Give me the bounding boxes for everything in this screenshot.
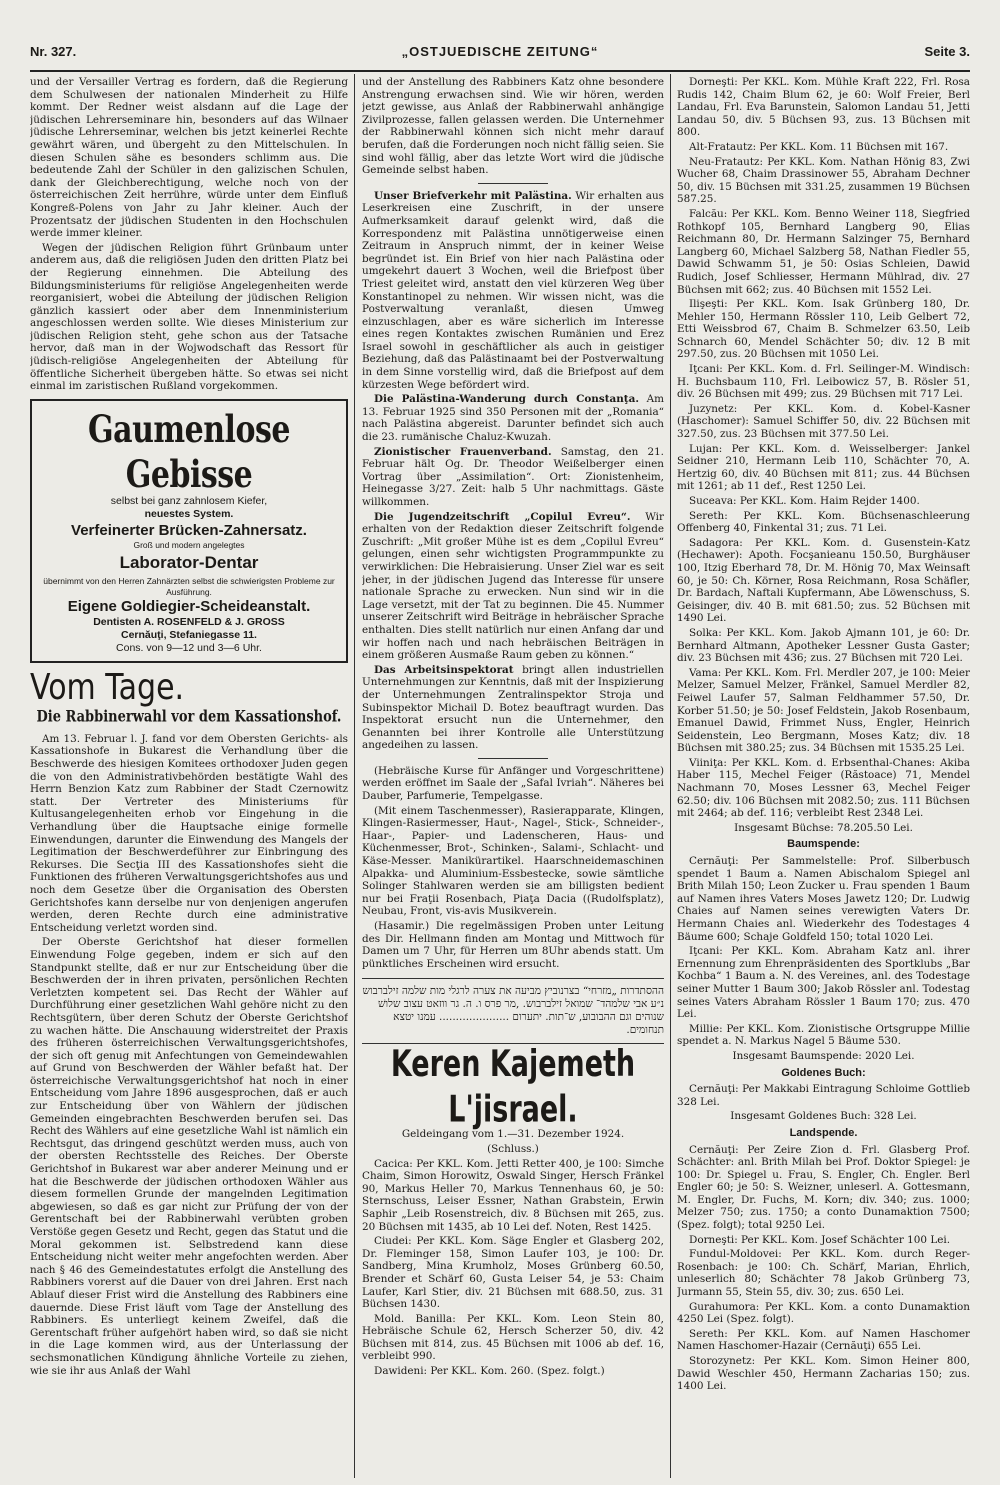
paragraph: Der Oberste Gerichtshof hat dieser formellen Einwendung Folge gegeben, indem er sich auf den Standpunkt stellte, daß er nur zur Entscheidung über die Beschwerden der in ihren privaten, persönlichen Rechten Verletzten kompetent sei. Das Recht der Wähler auf Durchführung einer gesetzlichen Wahl gehöre nicht zu den Rechtsgütern, über deren Schutz der Oberste Gerichtshof zu wachen hätte. Die Anschauung widerstreitet der Praxis des früheren österreichischen Verwaltungsgerichtshofes, der sich oft genug mit Anfechtungen von Gemeindewahlen auf Grund von Beschwerden der Wähler befaßt hat. Der österreichische Verwaltungsgerichtshof hat noch in einer Entscheidung vom Jahre 1896 ausgesprochen, daß er auch zur Entscheidung über von Wählern der jüdischen Gemeinden eingebrachten Beschwerden berufen sei. Das Recht des Wählers auf eine gesetzliche Wahl ist nämlich ein Rechtsgut, das dringend geschützt werden muss, auch von der obersten Rechtsstelle des Reiches. Der Oberste Gerichtshof in Bukarest war aber anderer Meinung und er hat die Beschwerde der jüdischen orthodoxen Wähler aus diesem formellen Grunde der mangelnden Legitimation abgewiesen, so daß es gar nicht zur Prüfung der von der Gerentschaft bei der Rabbinerwahl verübten groben Verstöße gegen Gesetz und Recht, gegen das Statut und die Moral gekommen ist. Selbstredend kann diese Entscheidung nicht weiter mehr angefochten werden. Aber nach § 46 des Gemeindestatutes erfolgt die Anstellung des Rabbiners vorerst auf die Dauer von drei Jahren. Erst nach Ablauf dieser Frist wird die Anstellung des Rabbiners eine dauernde. Diese Frist läuft vom Tage der Anstellung des Rabbiners. Es unterliegt keinem Zweifel, daß die Gerentschaft früher aufgehört haben wird, so daß sie nicht in die Lage kommen wird, aus der Unterlassung der sechsmonatlichen Kündigung ähnliche Vorteile zu ziehen, wie sie ihr aus Anlaß der Wahl [30,936,348,1377]
issue-number: Nr. 327. [30,44,77,59]
paragraph: und der Anstellung des Rabbiners Katz ohne besondere Anstrengung erwachsen sind. Wie wir hören, werden jetzt gewisse, aus Anlaß der Rabbinerwahl anhängige Zivilprozesse, fallen gelassen werden. Die Unternehmer der Rabbinerwahl können sich nicht mehr darauf berufen, daß die Forderungen noch nicht fällig seien. Sie sind wohl fällig, aber das letzte Wort wird die jüdische Gemeinde selbst haben. [362,76,664,177]
paragraph: Wir erhalten von der Redaktion dieser Zeitschrift folgende Zuschrift: „Mit großer Mühe ist es dem „Copilul Evreu“ gelungen, einen sehr wichtigsten Programmpunkte zu verwirklichen: Die Hebraisierung. Unser Ziel war es seit jeher, in der jüdischen Jugend das Interesse für unsere nationale Sprache zu erwecken. Nun sind wir in die Lage versetzt, mit der Tat zu beginnen. Die 45. Nummer unserer Zeitschrift wird Beiträge in hebräischer Sprache enthalten. Dies stellt natürlich nur einen Anfang dar und wir hoffen nach und nach hebräischen Beiträgen in einem größeren Ausmaße Raum geben zu können.“ [362,510,664,662]
donation-entry: Cernăuţi: Per Makkabi Eintragung Schloime Gottlieb 328 Lei. [677,1083,970,1108]
donation-entry: Suceava: Per KKL. Kom. Haim Rejder 1400. [689,495,920,507]
donation-entry: Viiniţa: Per KKL. Kom. d. Erbsenthal-Chanes: Akiba Haber 115, Mechel Feiger (Răstoace) 71, Mendel Nachmann 70, Moses Lessner 63, Mechel Feiger 62.50; div. 106 Büchsen mit 2082.50; zus. 111 Büchsen mit 2464; ab def. 116; verbleibt Rest 2348 Lei. [677,756,970,820]
donation-entry: Sereth: Per KKL. Kom. auf Namen Haschomer Namen Haschomer-Hazair (Cernăuţi) 655 Lei. [677,1327,970,1353]
item-heading: Die Jugendzeitschrift „Copilul Evreu“. [374,510,631,523]
paragraph: bringt allen industriellen Unternehmungen zur Kenntnis, daß mit der Inspizierung der Unternehmungen Zentralinspektor Stroja und Subinspektor Michail D. Botez beauftragt wurden. Das Inspektorat ersucht nun die Unternehmer, den Genannten bei ihrer Kontrolle alle Unterstützung angedeihen zu lassen. [362,663,664,752]
receipt-subtitle: (Schluss.) [487,1142,539,1155]
donation-entry: Falcău: Per KKL. Kom. Benno Weiner 118, Siegfried Rothkopf 105, Bernhard Langberg 90, Elias Reichmann 80, Dr. Hermann Salzinger 75, Bernhard Langberg 60, Michael Salzberg 58, Nathan Fiedler 55, Dawid Schwamm 51, je 50: Osias Schleien, Dawid Rudich, Josef Schliesser, Hermann Mühlrad, div. 27 Büchsen mit 662; zus. 40 Büchsen mit 1552 Lei. [677,207,970,296]
ad-text: Cernăuţi, Stefaniegasse 11. [121,629,257,642]
donation-entry: Ciudei: Per KKL. Kom. Säge Engler et Glasberg 202, Dr. Fleminger 158, Simon Laufer 103, je 100: Dr. Sandberg, Mina Krumholz, Moses Grünberg 60.50, Brender et Schärf 60, Gusta Leiser 54, je 53: Chaim Laufer, Karl Stier, div. 21 Büchsen mit 688.50, zus. 31 Büchsen 1430. [362,1235,664,1311]
ad-text: übernimmt von den Herren Zahnärzten selbst die schwierigsten Probleme zur Ausführung. [43,576,335,597]
donation-entry: Storozynetz: Per KKL. Kom. Simon Heiner 800, Dawid Weschler 450, Hermann Zacharias 150; zus. 1400 Lei. [677,1355,970,1393]
donation-entry: Lujan: Per KKL. Kom. d. Weisselberger: Jankel Seidner 210, Hermann Leib 110, Schächter 70, A. Hertzig 60, div. 40 Büchsen mit 811; zus. 44 Büchsen mit 1261; ab 11 def., Rest 1250 Lei. [677,442,970,493]
total-line: Insgesamt Baumspende: 2020 Lei. [732,1049,915,1062]
column-divider [670,74,671,1478]
section-heading: Goldenes Buch: [781,1066,866,1079]
ad-text: Laborator-Dentar [119,553,259,573]
donation-entry: Solka: Per KKL. Kom. Jakob Ajmann 101, je 60: Dr. Bernhard Altmann, Apotheker Lessner Gusta Gaster; div. 23 Büchsen mit 436; zus. 27 Büchsen mit 720 Lei. [677,626,970,665]
donation-entry: Dawideni: Per KKL. Kom. 260. (Spez. folgt.) [374,1365,605,1378]
paragraph: Am 13. Februar l. J. fand vor dem Obersten Gerichts- als Kassationshofe in Bukarest die Verhandlung über die Beschwerde des hiesigen Komitees orthodoxer Juden gegen die von den Administrativbehörden bestätigte Wahl des Herrn Benzion Katz zum Rabbiner der Stadt Czernowitz statt. Der Vertreter des Ministeriums für Kultusangelegenheiten erhob vor Eingehung in die Verhandlung über die Hauptsache einige formelle Einwendungen, darunter die Einwendung des Mangels der Legitimation der Beschwerdeführer zur Einbringung des Rekurses. Die Secţia III des Kassationshofes sieht die Funktionen des früheren Verwaltungsgerichtshofes aus und noch dem Gesetze über die Organisation des Obersten Gerichtshofes kann derselbe nur von denjenigen angerufen werden, deren Rechte durch eine administrative Entscheidung verletzt worden sind. [30,732,348,934]
column-3 [677,76,970,1478]
page-header [30,44,970,68]
classified-ad: (Hebräische Kurse für Anfänger und Vorgeschrittene) werden eröffnet im Saale der „Safal Ivriah“. Näheres bei Dauber, Parfumerie, Tempelgasse. [362,764,664,803]
item-heading: Das Arbeitsinspektorat [374,663,514,676]
donation-entry: Juzynetz: Per KKL. Kom. d. Kobel-Kasner (Haschomer): Samuel Schiffer 50, div. 22 Büchsen mit 327.50, zus. 23 Büchsen mit 377.50 Lei. [677,402,970,441]
total-line: Insgesamt Goldenes Buch: 328 Lei. [730,1110,917,1123]
donation-entry: Dorneşti: Per KKL. Kom. Mühle Kraft 222, Frl. Rosa Rudis 142, Chaim Blum 62, je 60: Wolf Freier, Berl Landau, Frl. Eva Barunstein, Salomon Landau 51, Jetti Landau 50, div. 5 Büchsen 93, zus. 13 Büchsen mit 800. [677,76,970,139]
section-title: Vom Tage. [30,666,185,709]
ad-text: Verfeinerter Brücken-Zahnersatz. [71,521,307,539]
section-heading: Landspende. [789,1126,858,1139]
section-heading: Baumspende: [787,838,860,851]
paragraph: Wir erhalten aus Leserkreisen eine Zuschrift, in der unsere Aufmerksamkeit darauf gelenkt wird, daß die Korrespondenz mit Palästina unnötigerweise einen Zeitraum in Anspruch nimmt, der in keiner Weise begründet ist. Ein Brief von hier nach Palästina oder umgekehrt dauert 3 Wochen, weil die Briefpost über Triest geleitet wird, anstatt den viel kürzeren Weg über Konstantinopel zu nehmen. Wir wissen nicht, was die Postverwaltung veranlaßt, diesen Umweg einzuschlagen, aber es wäre sicherlich im Interesse eines regen Kontaktes zwischen Rumänien und Erez Israel sowohl in geschäftlicher als auch in geistiger Beziehung, daß das Palästinaamt bei der Postverwaltung in dem Sinne vorstellig wird, daß die Briefpost auf dem kürzesten Wege befördert wird. [362,189,664,391]
hebrew-notice: ההסתדרות „מזרחי“ בצרנוביץ מביעה את צערה לרגלי מות שלמה זילברבוש נ״ע אבי שלמהד־ שמואל זילברבוש. ,מר פרס ו. ה. גר ווזאט עצוב שלושׁ שנוהים וגם ההבובוע, ש־תות. יתערום ..................... עמנו יטצא תנחומים. [362,978,664,1044]
donation-entry: Millie: Per KKL. Kom. Zionistische Ortsgruppe Millie spendet a. N. Markus Nagel 5 Bäume 530. [677,1022,970,1048]
item-heading: Zionistischer Frauenverband. [374,445,552,458]
donation-entry: Dorneşti: Per KKL. Kom. Josef Schächter 100 Lei. [689,1233,950,1246]
separator [478,183,548,184]
donation-entry: Ilişeşti: Per KKL. Kom. Isak Grünberg 180, Dr. Mehler 150, Hermann Rössler 110, Leib Gelbert 72, Etti Weissbrod 67, Chaim B. Schmelzer 63.50, Leib Schnarch 60, Mendel Schächter 50; div. 12 B mit 297.50, zus. 20 Büchsen mit 1050 Lei. [677,298,970,361]
ad-text: neuestes System. [144,507,234,520]
classified-ad: (Hasamir.) Die regelmässigen Proben unter Leitung des Dir. Hellmann finden am Montag und Mittwoch für Damen um 7 Uhr, für Herren um 8Uhr abends statt. Um pünktliches Erscheinen wird ersucht. [362,920,664,970]
donation-entry: Cernăuţi: Per Zeire Zion d. Frl. Glasberg Prof. Schächter: anl. Brith Milah bei Prof. Doktor Spiegel: je 100: Dr. Spiegel u. Frau, S. Engler, Ch. Engler. Berl Engler 60; je 50: S. Weizner, unleserl. A. Gottesmann, M. Engler, Dr. Fuchs, M. Korn; div. 340; zus. 1000; Melzer 750; zus. 1750; a conto Dunamaktion 7500; (Spez. folgt); total 9250 Lei. [677,1143,970,1232]
total-line: Insgesamt Büchse: 78.205.50 Lei. [734,821,913,834]
paragraph: Am 13. Februar 1925 sind 350 Personen mit der „Romania“ nach Palästina abgereist. Darunter befindet sich auch die 23. rumänische Chaluz-Kwuzah. [362,393,664,444]
donation-entry: Iţcani: Per KKL. Kom. d. Frl. Seilinger-M. Windisch: H. Buchsbaum 110, Frl. Leibowicz 57, B. Rösler 51, div. 26 Büchsen mit 499; zus. 29 Büchsen mit 717 Lei. [677,363,970,401]
ad-text: selbst bei ganz zahnlosem Kiefer, [110,494,268,507]
donation-entry: Sadagora: Per KKL. Kom. d. Gusenstein-Katz (Hechawer): Apoth. Focşanieanu 150.50, Burghäuser 100, Itzig Eberhard 78, Dr. M. Hönig 70, Max Weinsaft 60, je 50: Ch. Körner, Rosa Reichmann, Rosa Schäfler, Dr. Bardach, Naftali Kupfermann, Abe Löwenschuss, S. Geisinger, div. 40 B. mit 681.50; zus. 52 Büchsen mit 1490 Lei. [677,536,970,625]
ad-text: Eigene Goldiegier-Scheideanstalt. [67,598,311,616]
paragraph: Samstag, den 21. Februar hält Og. Dr. Theodor Weißelberger einen Vortrag über „Assimilation“. Ort: Zionistenheim, Heinegasse 3/27. Zeit: halb 5 Uhr nachmittags. Gäste willkommen. [362,445,664,508]
donation-entry: Neu-Fratautz: Per KKL. Kom. Nathan Hönig 83, Zwi Wucher 68, Chaim Drassinower 55, Abraham Dechner 50, div. 15 Büchsen mit 331.25, zusammen 19 Büchsen 587.25. [677,155,970,206]
ad-headline: Gaumenlose Gebisse [88,407,290,497]
article-title: Die Rabbinerwahl vor dem Kassationshof. [36,708,342,727]
donation-entry: Gurahumora: Per KKL. Kom. a conto Dunamaktion 4250 Lei (Spez. folgt). [677,1300,970,1326]
ad-text: Groß und modern angelegtes [133,539,245,550]
donation-entry: Cernăuţi: Per Sammelstelle: Prof. Silberbusch spendet 1 Baum a. Namen Abischalom Spiegel anl Brith Milah 150; Leon Zucker u. Frau spenden 1 Baum auf Namen ihres Vaters Moses Jawetz 120; Dr. Ludwig Chaies auf Namen seines verewigten Vaters Dr. Hermann Chaies anl. Wiederkehr des Todestages 4 Bäume 600; Schaje Goldfeld 150; total 1020 Lei. [677,855,970,943]
paragraph: und der Versailler Vertrag es fordern, daß die Regierung dem Schulwesen der nationalen Minderheit zu Hilfe kommt. Der Redner weist alsdann auf die Lage der jüdischen Lehrerseminare hin, besonders auf das Wilnaer jüdische Lehrerseminar, welchen bis jetzt keinerlei Rechte gewährt wären, und übergeht zu den Mittelschulen. In diesen Schulen sähe es besonders schlimm aus. Die bedeutende Zahl der Schüler in den galizischen Schulen, dank der Gleichberechtigung, welche noch von der österreichischen Zeit herrühre, würde unter dem Einfluß Kongreß-Polens von Jahr zu Jahr kleiner. Auch der Prozentsatz der jüdischen Studenten in den Hochschulen werde immer kleiner. [30,76,348,240]
paragraph: Wegen der jüdischen Religion führt Grünbaum unter anderem aus, daß die religiösen Juden den dritten Platz bei der Regierung einnehmen. Die Abteilung des Bildungsministeriums für religiöse Angelegenheiten werde reorganisiert, wobei die Abteilung der jüdischen Religion gänzlich kassiert oder aber dem Innenministerium angeschlossen werden sollte. Wie dieses Ministerium zur jüdischen Religion steht, gehe schon aus der Tatsache hervor, daß man in der Wojwodschaft das Ressort für jüdisch-religiöse Angelegenheiten der Abteilung für öffentliche Sicherheit übergeben hätte. So etwas sei nicht einmal im zaristischen Rußland vorgekommen. [30,241,348,393]
column-divider [354,74,355,1478]
header-rule [30,70,970,72]
ad-text: Dentisten A. ROSENFELD & J. GROSS [93,616,285,629]
item-heading: Unser Briefverkehr mit Palästina. [374,189,572,202]
receipt-title: Geldeingang vom 1.—31. Dezember 1924. [401,1128,625,1141]
column-1 [30,76,348,1478]
page-number: Seite 3. [924,44,970,59]
column-2 [362,76,664,1478]
donation-entry: Mold. Banilla: Per KKL. Kom. Leon Stein 80, Hebräische Schule 62, Hersch Scherzer 50, div. 42 Büchsen mit 814, zus. 45 Büchsen mit 1006 ab def. 16, verbleibt 990. [362,1312,664,1363]
ad-text: Cons. von 9—12 und 3—6 Uhr. [116,642,262,655]
item-heading: Die Palästina-Wanderung durch Constanţa. [374,393,639,406]
donation-entry: Sereth: Per KKL. Kom. Büchsenaschleerung Offenberg 40, Finkental 31; zus. 71 Lei. [677,509,970,535]
separator [478,758,548,759]
newspaper-title: „OSTJUEDISCHE ZEITUNG“ [401,44,599,59]
keren-kajemeth-title: Keren Kajemeth L'jisrael. [390,1043,636,1132]
donation-entry: Fundul-Moldovei: Per KKL. Kom. durch Reger-Rosenbach: je 100: Ch. Schärf, Marian, Ehrlich, unleserlich 80; Schächter 78 Jakob Grünberg 73, Jurmann 55, Stein 55, div. 30; zus. 650 Lei. [677,1248,970,1299]
donation-entry: Iţcani: Per KKL. Kom. Abraham Katz anl. ihrer Ernennung zum Ehrenpräsidenten des Sportklubs „Bar Kochba“ 1 Baum a. N. des Vereines, anl. des Todestage seiner Mutter 1 Baum 300; Jakob Rössler anl. Todestag seines Vaters Abraham Rössler 1 Baum 170; zus. 470 Lei. [677,945,970,1021]
classified-ad: (Mit einem Taschenmesser), Rasierapparate, Klingen, Klingen-Rasiermesser, Haut-, Nagel-, Stick-, Schneider-, Haar-, Papier- und Ladenscheren, Haus- und Küchenmesser, Brot-, Schinken-, Salami-, Schlacht- und Käse-Messer. Manikürartikel. Haarschneidemaschinen Alpakka- und Aluminium-Essbestecke, sowie sämtliche Solinger Stahlwaren werden sie am billigsten bedient nur bei Fraţii Rosenbach, Piaţa Dacia ((Rudolfsplatz), Neubau, Front, vis-avis Musikverein. [362,804,664,918]
donation-entry: Vama: Per KKL. Kom. Frl. Merdler 207, je 100: Meier Melzer, Samuel Melzer, Fränkel, Samuel Merdler 82, Feiwel Laufer 57, Salman Feldhammer 57.50, Dr. Korber 51.50; je 50: Josef Feldstein, Jakob Rosenbaum, Emanuel Dawid, Frimmet Nuss, Engler, Heinrich Seidenstein, Leo Bergmann, Moses Katz; div. 18 Büchsen mit 380.25; zus. 34 Büchsen mit 1535.25 Lei. [677,666,970,755]
donation-entry: Cacica: Per KKL. Kom. Jetti Retter 400, je 100: Simche Chaim, Simon Horowitz, Oswald Singer, Hersch Fränkel 90, Markus Heller 70, Markus Tennenhaus 60, je 50: Sternschuss, Leiser Essner, Nathan Grabstein, Erwin Saphir „Leib Rosenstreich, div. 8 Büchsen mit 265, zus. 20 Büchsen mit 1435, ab 10 Lei def. Noten, Rest 1425. [362,1157,664,1233]
donation-entry: Alt-Fratautz: Per KKL. Kom. 11 Büchsen mit 167. [689,140,949,153]
dentist-advertisement [30,399,348,663]
